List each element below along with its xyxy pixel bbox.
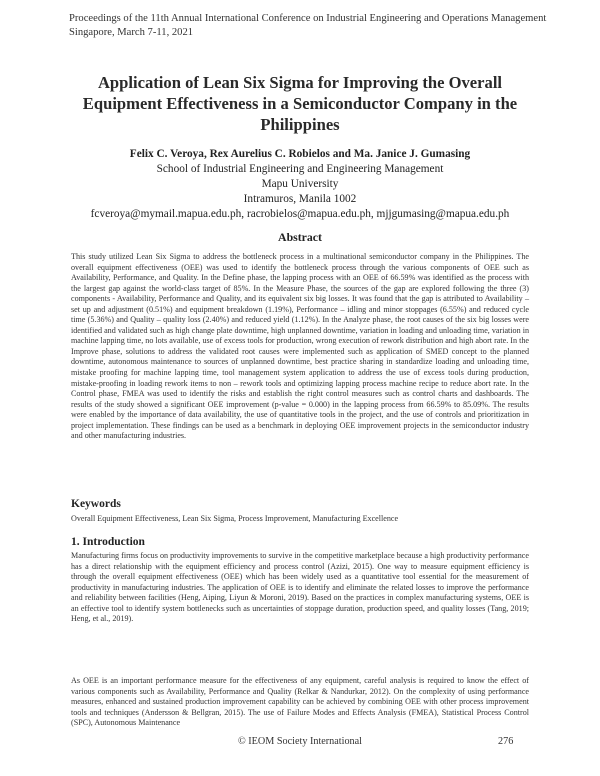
introduction-paragraph-2: As OEE is an important performance measure for the effectiveness of any equipment, careful analysis is required to know the effect of various components such as Availability, Performance and Quality (Relkar & Nandurkar, 2012). On the complexity of using performance measures, enhanced and sustained production improvement capability can be achieved by combining OEE with other process improvement tools and techniques (Andersson & Bellgran, 2015). The use of Failure Modes and Effects Analysis (FMEA), Statistical Process Control (SPC), Autonomous Maintenance xyxy=(71,676,529,728)
abstract-text: This study utilized Lean Six Sigma to address the bottleneck process in a multinational semiconductor company in the Philippines. The overall equipment effectiveness (OEE) was used to identify the bottleneck process through the various components of OEE such as Availability, Performance, and Quality. In the Define phase, the lapping process with an OEE of 66.59% was identified as the process with the largest gap against the world-class target of 85%. In the Measure Phase, the sources of the gap are explored following the three (3) components - Availability, Performance and Quality, and its equivalent six big losses. It was found that the gap is attributed to Availability – set up and adjustment (0.51%) and equipment breakdown (1.19%), Performance – idling and minor stoppages (6.55%) and reduced cycle time (5.36%) and Quality – quality loss (2.40%) and reduced yield (1.12%). In the Analyze phase, the root causes of the six big losses were identified and validated such as high change plate downtime, high unplanned downtime, variation in loading and unloading time, variation in machine lapping time, no lots available, use of excess tools for production, wrong execution of rework distribution and high abort rate. In the Improve phase, solutions to address the validated root causes were implemented such as application of SMED concept to the planned downtime, autonomous maintenance to sources of unplanned downtime, best practice sharing in standardize loading and unloading time, mistake proofing for machine lapping time, tool management system application to address the use of excess tools during production, mistake-proofing in loading rework items to non – rework tools and optimizing lapping process machine recipe to reduce abort rate. In the Control phase, FMEA was used to identify the risks and establish the right control measures such as control charts and dashboards. The results of the study showed a significant OEE improvement (p-value = 0.000) in the lapping process from 66.59% to 85.09%. The results were enabled by the importance of data availability, the use of quantitative tools in the project, and the use of controls and prioritization in project implementation. These findings can be used as a benchmark in deploying OEE improvement projects in the semiconductor industry and other manufacturing industries. xyxy=(71,252,529,441)
author-names: Felix C. Veroya, Rex Aurelius C. Robielos and Ma. Janice J. Gumasing xyxy=(129,148,471,160)
affiliation-department: School of Industrial Engineering and Engineering Management xyxy=(156,163,444,175)
introduction-paragraph-1: Manufacturing firms focus on productivity improvements to survive in the competitive marketplace because a high productivity performance has a direct relationship with the equipment efficiency and process control (Azizi, 2015). One way to measure equipment efficiency is through the overall equipment effectiveness (OEE) which has been widely used as a quantitative tool essential for the measurement of productivity in manufacturing industries. The application of OEE is to identify and eliminate the related losses to improve the performance and reliability between facilities (Heng, Aiping, Liyun & Moroni, 2019). Based on the practices in complex manufacturing systems, OEE is an effective tool to identify system bottlenecks such as uncertainties of stoppage duration, production speed, and quality losses (Tang, 2019; Heng, et al., 2019). xyxy=(71,551,529,624)
page-number: 276 xyxy=(498,736,514,747)
author-block xyxy=(40,147,560,222)
abstract-heading: Abstract xyxy=(278,230,322,244)
paper-title: Application of Lean Six Sigma for Improving the Overall Equipment Effectiveness in a Semiconductor Company in the Philippines xyxy=(82,73,518,134)
affiliation-address: Intramuros, Manila 1002 xyxy=(243,193,357,205)
running-head xyxy=(69,12,547,40)
author-emails: fcveroya@mymail.mapua.edu.ph, racrobielos@mapua.edu.ph, mjjgumasing@mapua.edu.ph xyxy=(90,208,510,220)
affiliation-university: Mapu University xyxy=(261,178,339,190)
running-head-line1: Proceedings of the 11th Annual International Conference on Industrial Engineering and Operations Management xyxy=(69,13,547,24)
introduction-heading: 1. Introduction xyxy=(71,536,145,548)
keywords-text: Overall Equipment Effectiveness, Lean Six Sigma, Process Improvement, Manufacturing Excellence xyxy=(71,514,399,523)
running-head-line2: Singapore, March 7-11, 2021 xyxy=(69,27,194,38)
footer-copyright: © IEOM Society International xyxy=(237,736,363,747)
keywords-heading: Keywords xyxy=(71,498,121,510)
